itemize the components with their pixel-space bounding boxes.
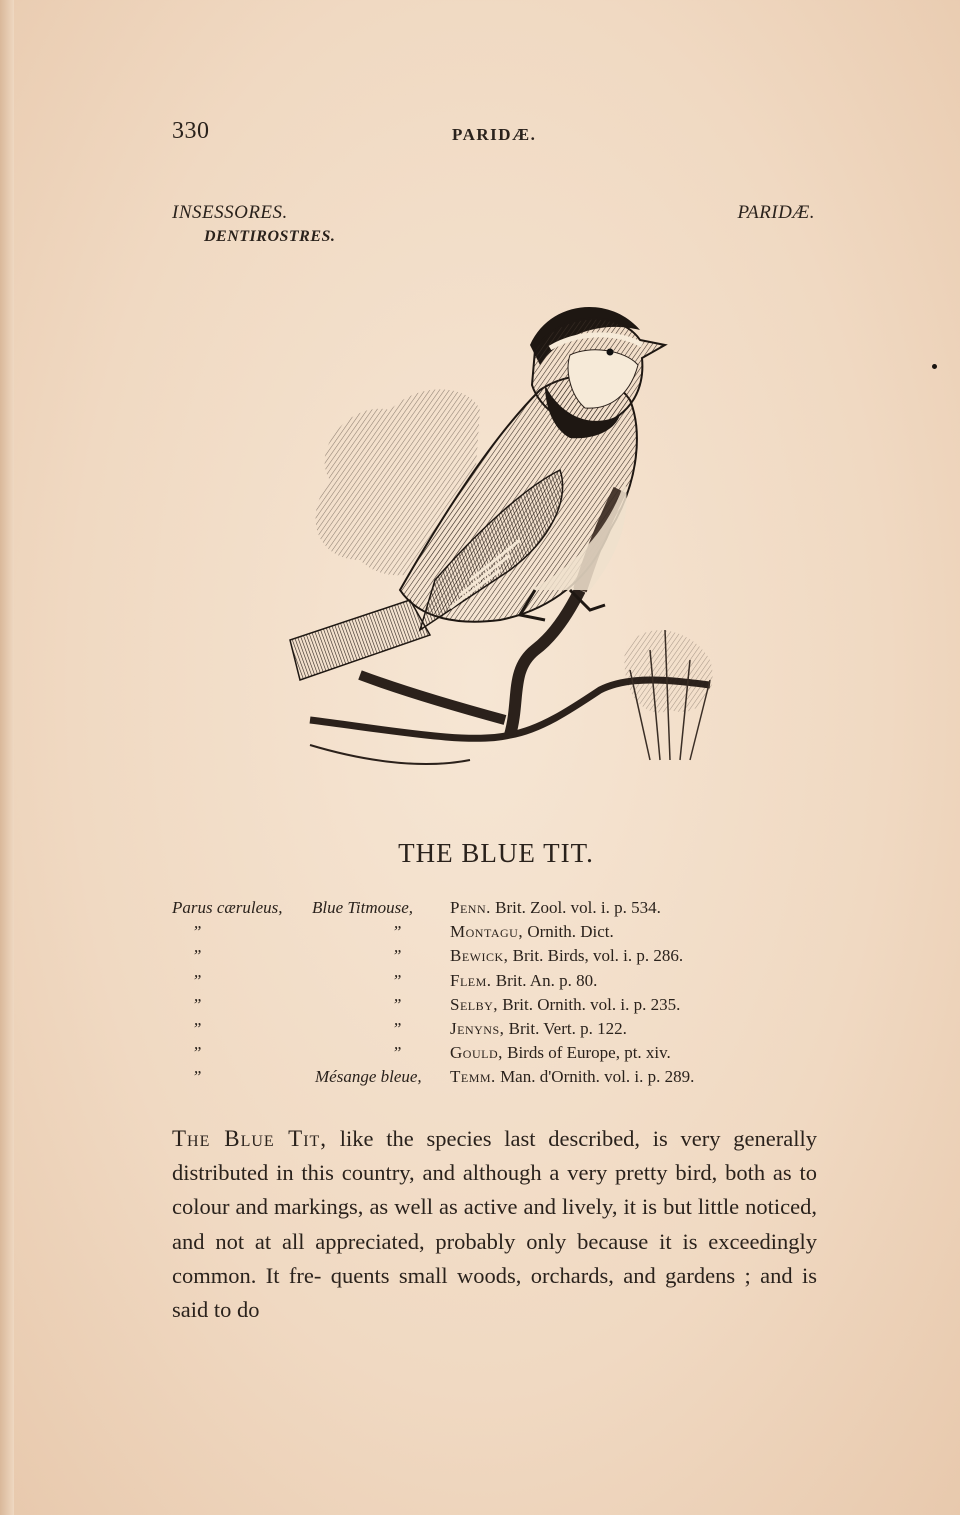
synonym-author: Penn. (450, 898, 491, 917)
synonym-common-name: Blue Titmouse, (312, 898, 414, 917)
synonym-reference: Brit. Vert. p. 122. (508, 1018, 627, 1038)
synonym-common-name: ” (392, 994, 402, 1014)
synonym-common-name: ” (392, 1043, 402, 1063)
synonym-author: Bewick, (450, 946, 509, 966)
synonym-row (172, 995, 822, 1019)
synonym-row (172, 1067, 822, 1091)
paragraph-text: like the species last described, is very generally distributed in this country, and although a very pretty bird, both as to colour and markings, as well as active and lively, it is but little noticed, and not at all appreciated, probably only because it is exceedingly common. It fre- quents small woods, orchards, and gardens ; and is said to do (172, 1126, 817, 1323)
synonym-author: Temm. (450, 1067, 496, 1087)
synonym-author: Selby, (450, 994, 499, 1014)
synonym-common-name: ” (392, 970, 402, 990)
synonym-reference: Birds of Europe, pt. xiv. (507, 1043, 671, 1063)
body-paragraph (172, 1122, 817, 1327)
synonym-row (172, 1019, 822, 1043)
synonym-common-name: ” (392, 946, 402, 966)
synonym-row (172, 946, 822, 970)
suborder-label: DENTIROSTRES. (204, 228, 336, 245)
synonym-row (172, 971, 822, 995)
synonym-row (172, 922, 822, 946)
synonym-reference: Brit. An. p. 80. (495, 970, 598, 990)
synonym-row (172, 1043, 822, 1067)
synonym-scientific-name: ” (192, 994, 202, 1014)
synonym-scientific-name: ” (192, 1018, 202, 1038)
synonym-author: Montagu, (450, 922, 524, 942)
order-label: INSESSORES. (172, 202, 288, 223)
synonym-scientific-name: ” (192, 946, 202, 966)
running-title: PARIDÆ. (452, 125, 537, 144)
synonym-reference: Brit. Zool. vol. i. p. 534. (495, 898, 661, 917)
synonym-reference: Brit. Ornith. vol. i. p. 235. (502, 994, 681, 1014)
synonym-author: Jenyns, (450, 1018, 505, 1038)
synonym-reference: Man. d'Ornith. vol. i. p. 289. (500, 1067, 695, 1087)
synonym-scientific-name: ” (192, 922, 202, 942)
synonymy-list (172, 898, 822, 1092)
synonym-author: Flem. (450, 970, 492, 990)
species-title: THE BLUE TIT. (398, 838, 594, 868)
synonym-reference: Ornith. Dict. (527, 922, 614, 942)
page-spine-shadow (0, 0, 14, 1515)
synonym-scientific-name: ” (192, 970, 202, 990)
synonym-author: Gould, (450, 1043, 503, 1063)
blue-tit-engraving-icon (270, 290, 730, 790)
family-label: PARIDÆ. (737, 202, 815, 223)
page-number: 330 (172, 118, 210, 144)
ink-speck (932, 364, 937, 369)
synonym-common-name: ” (392, 922, 402, 942)
synonym-reference: Brit. Birds, vol. i. p. 286. (512, 946, 684, 966)
paragraph-lead: The Blue Tit, (172, 1126, 328, 1151)
synonym-common-name: ” (392, 1018, 402, 1038)
synonym-scientific-name: Parus cæruleus, (172, 898, 283, 917)
synonym-row (172, 898, 822, 922)
synonym-scientific-name: ” (192, 1043, 202, 1063)
synonym-common-name: Mésange bleue, (315, 1067, 422, 1087)
synonym-scientific-name: ” (192, 1067, 202, 1087)
